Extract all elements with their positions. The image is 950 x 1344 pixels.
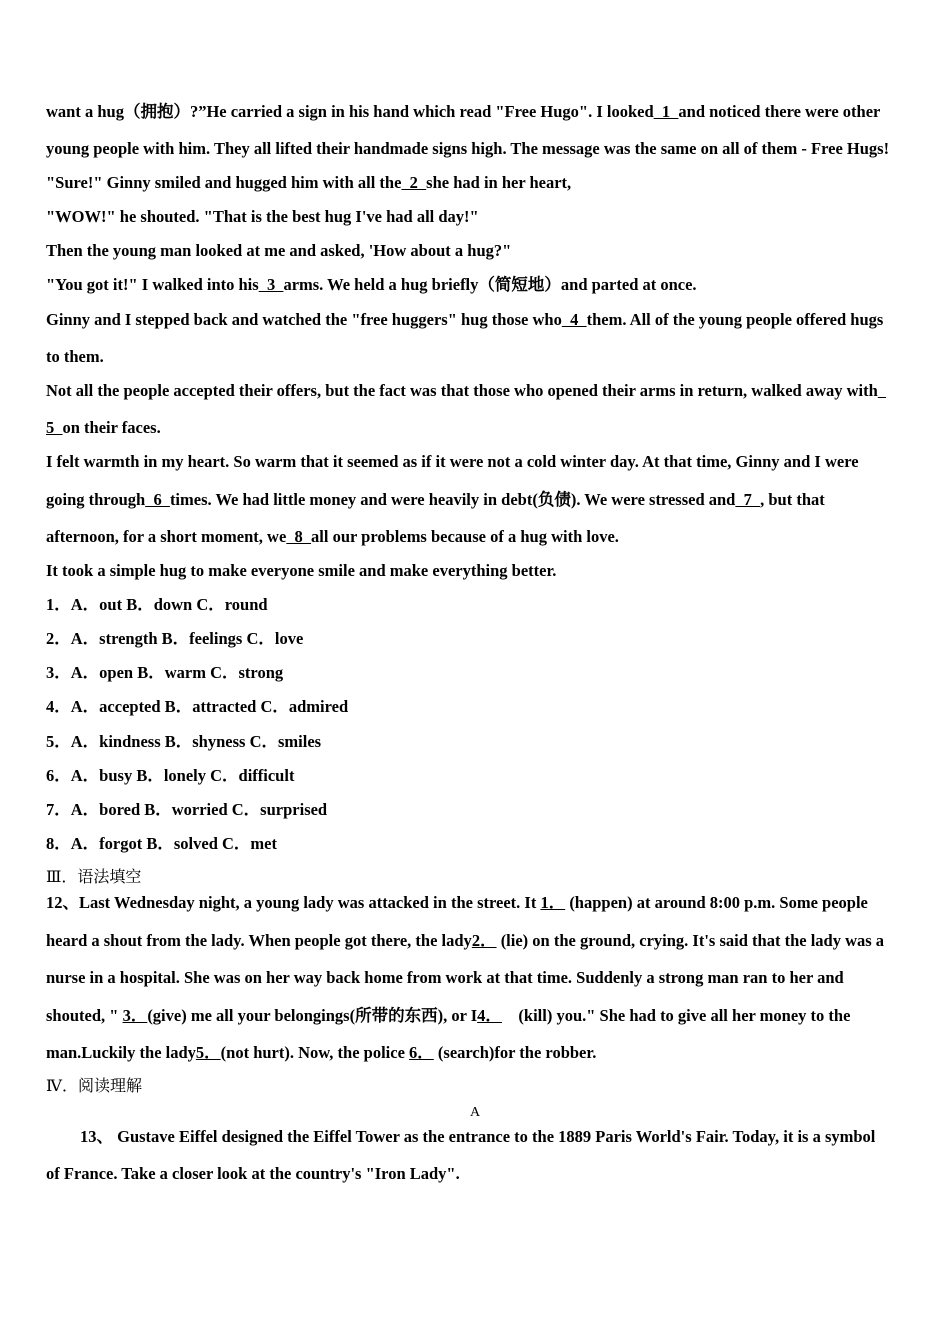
text: heard a shout from the lady. When people got there, the lady (46, 931, 472, 950)
text: all our problems because of a hug with love. (311, 527, 619, 546)
blank-3: 3 (258, 275, 284, 294)
passage-line-6 (46, 275, 910, 295)
text: (not hurt). Now, the police (220, 1043, 410, 1062)
option-line-4: 4．A．accepted B．attracted C．admired (46, 697, 349, 716)
blank-5: 5 (46, 418, 63, 437)
passage-line-9 (46, 381, 910, 401)
passage-line-1 (46, 102, 910, 122)
text: 12、Last Wednesday night, a young lady was attacked in the street. It (46, 893, 541, 912)
blank-7: 7 (735, 490, 761, 509)
blank-6: 6 (145, 490, 170, 509)
text: , but that (760, 490, 825, 509)
passage-line-8: to them. (46, 347, 104, 366)
passage-line-14: It took a simple hug to make everyone smile and make everything better. (46, 561, 557, 580)
text: (give) me all your belongings(所带的东西), or I (147, 1006, 478, 1025)
option-line-8: 8．A．forgot B．solved C．met (46, 834, 277, 853)
text: (happen) at around 8:00 p.m. Some people (565, 893, 868, 912)
blank-2: 2． (471, 931, 497, 950)
passage-line-10 (46, 418, 910, 438)
reading-line-2: of France. Take a closer look at the country's "Iron Lady". (46, 1164, 460, 1183)
grammar-line-2 (46, 931, 910, 951)
blank-2: 2 (401, 173, 427, 192)
text: (kill) you." She had to give all her money to the (501, 1006, 851, 1025)
text: Not all the people accepted their offers, but the fact was that those who opened their arms in return, walked away with (46, 381, 878, 400)
blank-1: 1 (653, 102, 679, 121)
text: them. All of the young people offered hugs (586, 310, 884, 329)
passage-line-4: "WOW!" he shouted. "That is the best hug I've had all day!" (46, 207, 479, 226)
blank-1: 1． (540, 893, 566, 912)
text: going through (46, 490, 146, 509)
text: "You got it!" I walked into his (46, 275, 259, 294)
grammar-line-4 (46, 1006, 910, 1026)
reading-part-label: A (469, 1105, 481, 1120)
passage-line-3 (46, 173, 910, 193)
blank-8: 8 (286, 527, 312, 546)
option-line-7: 7．A．bored B．worried C．surprised (46, 800, 328, 819)
passage-line-2: young people with him. They all lifted their handmade signs high. The message was the same on all of them - Free Hugs! (46, 139, 890, 158)
text: "Sure!" Ginny smiled and hugged him with all the (46, 173, 402, 192)
section-heading-reading: Ⅳ．阅读理解 (46, 1078, 142, 1095)
section-heading-grammar: Ⅲ．语法填空 (46, 869, 142, 886)
text: man.Luckily the lady (46, 1043, 196, 1062)
option-line-2: 2．A．strength B．feelings C．love (46, 629, 304, 648)
blank-3: 3． (122, 1006, 148, 1025)
text: (lie) on the ground, crying. It's said that the lady was a (496, 931, 885, 950)
text: Ginny and I stepped back and watched the "free huggers" hug those who (46, 310, 562, 329)
blank-4: 4． (477, 1006, 502, 1025)
option-line-5: 5．A．kindness B．shyness C．smiles (46, 732, 322, 751)
text: and noticed there were other (678, 102, 881, 121)
text: arms. We held a hug briefly（简短地）and parted at once. (283, 275, 697, 294)
grammar-line-5 (46, 1043, 910, 1063)
option-line-3: 3．A．open B．warm C．strong (46, 663, 284, 682)
blank-4: 4 (561, 310, 587, 329)
option-line-1: 1．A．out B．down C．round (46, 595, 268, 614)
text: want a hug（拥抱）?”He carried a sign in his hand which read "Free Hugo". I looked (46, 102, 654, 121)
text: afternoon, for a short moment, we (46, 527, 287, 546)
text: shouted, " (46, 1006, 123, 1025)
grammar-line-3: nurse in a hospital. She was on her way back home from work at that time. Suddenly a strong man ran to her and (46, 968, 844, 987)
text: on their faces. (62, 418, 161, 437)
option-line-6: 6．A．busy B．lonely C．difficult (46, 766, 295, 785)
blank-6: 6． (409, 1043, 434, 1062)
reading-line-1: 13、 Gustave Eiffel designed the Eiffel Tower as the entrance to the 1889 Paris World's Fair. Today, it is a symbol (80, 1127, 876, 1146)
passage-line-12 (46, 490, 910, 510)
text: she had in her heart, (426, 173, 572, 192)
text: (search)for the robber. (433, 1043, 597, 1062)
blank-5-start (878, 381, 886, 400)
passage-line-11: I felt warmth in my heart. So warm that it seemed as if it were not a cold winter day. At that time, Ginny and I were (46, 452, 859, 471)
passage-line-5: Then the young man looked at me and asked, 'How about a hug?" (46, 241, 512, 260)
text: times. We had little money and were heavily in debt(负债). We were stressed and (169, 490, 736, 509)
passage-line-13 (46, 527, 910, 547)
passage-line-7 (46, 310, 910, 330)
blank-5: 5． (195, 1043, 221, 1062)
grammar-line-1 (46, 893, 910, 913)
